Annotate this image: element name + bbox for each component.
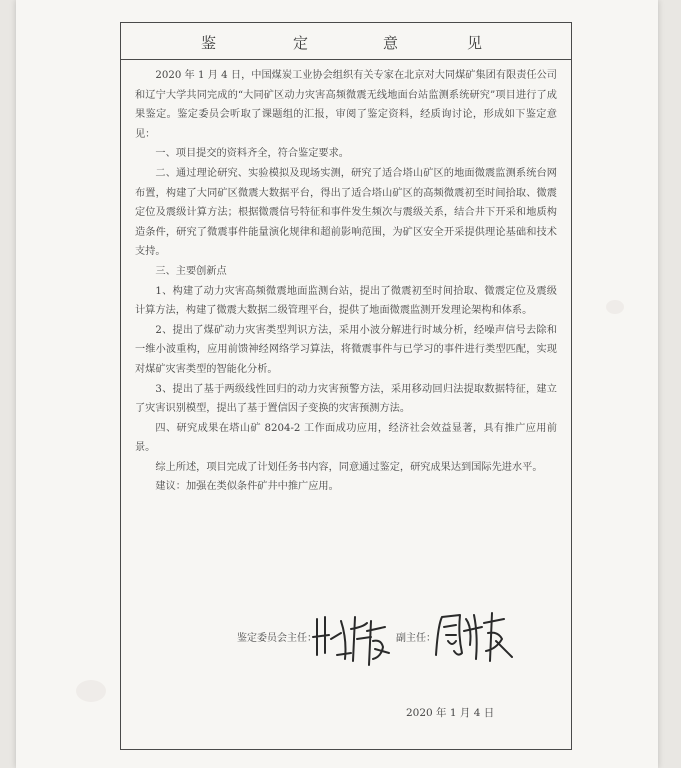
- innovation-2: 2、提出了煤矿动力灾害类型判识方法，采用小波分解进行时域分析，经噪声信号去除和一维小波重构，应用前馈神经网络学习算法，将微震事件与已学习的事件进行类型匹配，实现对煤矿灾害类型的智能化分析。: [135, 324, 557, 375]
- heading-char: 定: [293, 34, 309, 52]
- main-director-label: 鉴定委员会主任：: [237, 633, 317, 644]
- heading-char: 鉴: [201, 34, 217, 52]
- paragraph-intro: 2020 年 1 月 4 日，中国煤炭工业协会组织有关专家在北京对大同煤矿集团有限责任公司和辽宁大学共同完成的“大同矿区动力灾害高频微震无线地面台站监测系统研究”项目进行了成果鉴定。鉴定委员会听取了课题组的汇报，审阅了鉴定资料，经质询讨论，形成如下鉴定意见：: [135, 70, 557, 140]
- main-director-signature: [311, 609, 397, 669]
- deputy-director-signature: [426, 605, 518, 667]
- opinion-heading: [121, 23, 571, 60]
- paragraph-2: 二、通过理论研究、实验模拟及现场实测，研究了适合塔山矿区的地面微震监测系统台网布置，构建了大同矿区微震大数据平台，得出了适合塔山矿区的高频微震初至时间拾取、微震定位及震级计算方法；根据微震信号特征和事件发生频次与震级关系，结合井下开采和地质构造条件，研究了微震事件能量演化规律和超前影响范围，为矿区安全开采提供理论基础和技术支持。: [135, 167, 557, 258]
- document-date: 2020 年 1 月 4 日: [406, 707, 495, 719]
- signature-block: [121, 605, 571, 675]
- paragraph-summary: 综上所述，项目完成了计划任务书内容，同意通过鉴定，研究成果达到国际先进水平。: [155, 461, 543, 473]
- innovation-3: 3、提出了基于两级线性回归的动力灾害预警方法，采用移动回归法提取数据特征，建立了灾害识别模型，提出了基于置信因子变换的灾害预测方法。: [135, 383, 557, 415]
- opinion-body: [121, 60, 571, 497]
- paper-stain: [606, 300, 624, 314]
- heading-char: 见: [467, 34, 483, 52]
- opinion-frame: [120, 22, 572, 750]
- paragraph-1: 一、项目提交的资料齐全，符合鉴定要求。: [155, 148, 349, 160]
- deputy-director-label: 副主任：: [396, 633, 436, 644]
- document-page: [16, 0, 658, 768]
- paragraph-3-heading: 三、主要创新点: [155, 265, 227, 277]
- paragraph-suggestion: 建议：加强在类似条件矿井中推广应用。: [155, 481, 339, 493]
- heading-char: 意: [383, 34, 399, 52]
- paper-stain: [76, 680, 106, 702]
- innovation-1: 1、构建了动力灾害高频微震地面监测台站，提出了微震初至时间拾取、微震定位及震级计算方法，构建了微震大数据二级管理平台，提供了地面微震监测开发理论架构和体系。: [135, 285, 557, 317]
- paragraph-4: 四、研究成果在塔山矿 8204-2 工作面成功应用，经济社会效益显著，具有推广应用前景。: [135, 422, 557, 454]
